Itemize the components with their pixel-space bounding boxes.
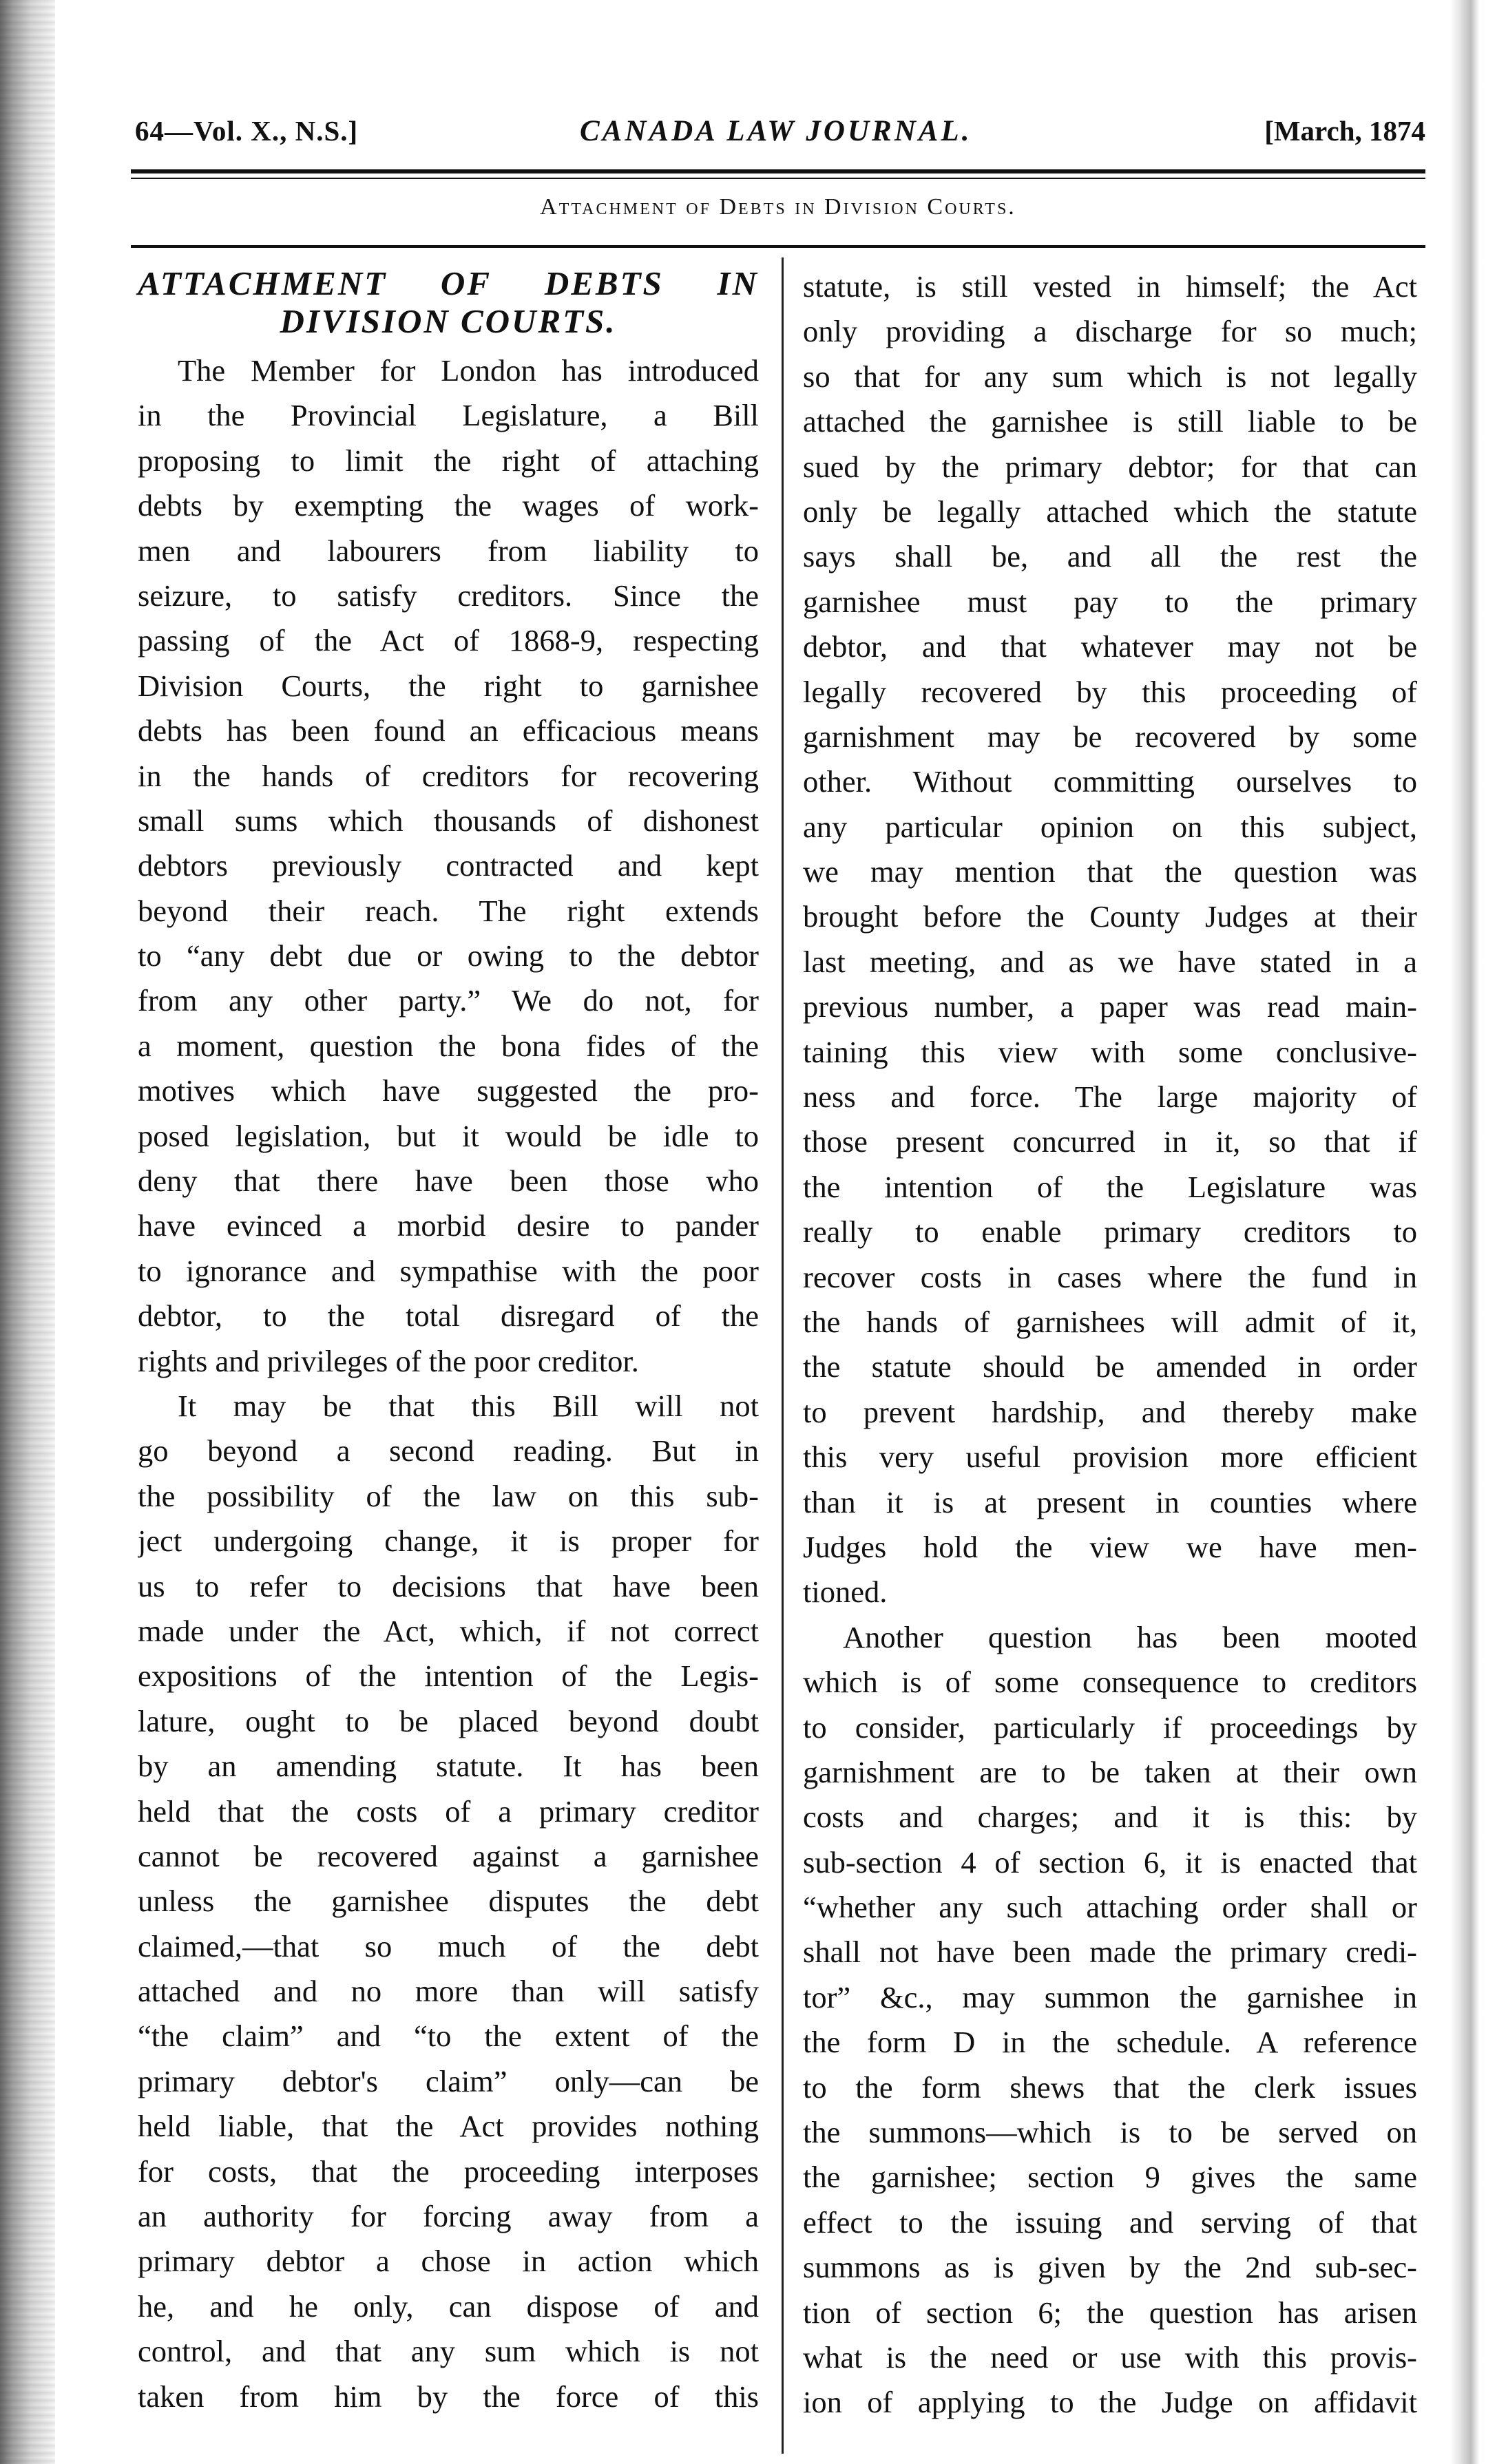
text-line: us to refer to decisions that have been — [138, 1568, 759, 1603]
left-column — [138, 264, 759, 2419]
text-line: ject undergoing change, it is proper for — [138, 1524, 759, 1559]
text-line: have evinced a morbid desire to pander — [138, 1208, 759, 1243]
text-line: made under the Act, which, if not correct — [138, 1613, 759, 1648]
text-line: those present concurred in it, so that if — [803, 1124, 1417, 1159]
right-column — [803, 264, 1417, 2425]
text-line: Another question has been mooted — [843, 1619, 1417, 1654]
text-line: tioned. — [803, 1575, 888, 1610]
text-line: the garnishee; section 9 gives the same — [803, 2160, 1417, 2195]
text-line: men and labourers from liability to — [138, 533, 759, 568]
text-line: other. Without committing ourselves to — [803, 764, 1417, 799]
text-line: which is of some consequence to creditors — [803, 1665, 1417, 1700]
text-line: go beyond a second reading. But in — [138, 1433, 759, 1468]
article-title-line-1: ATTACHMENT OF DEBTS IN — [138, 264, 759, 302]
text-line: cannot be recovered against a garnishee — [138, 1838, 759, 1873]
running-head-rule — [131, 245, 1425, 248]
text-line: says shall be, and all the rest the — [803, 539, 1417, 574]
text-line: primary debtor a chose in action which — [138, 2244, 759, 2279]
text-line: really to enable primary creditors to — [803, 1214, 1417, 1250]
scan-edge-left — [0, 0, 55, 2464]
right-column-text — [803, 264, 1417, 2425]
left-column-text — [138, 348, 759, 2419]
text-line: expositions of the intention of the Legis- — [138, 1659, 759, 1694]
text-line: garnishment may be recovered by some — [803, 719, 1417, 754]
text-line: costs and charges; and it is this: by — [803, 1800, 1417, 1835]
text-line: only be legally attached which the statute — [803, 494, 1417, 529]
text-line: he, and he only, can dispose of and — [138, 2288, 759, 2324]
text-line: any particular opinion on this subject, — [803, 809, 1417, 844]
text-line: debtors previously contracted and kept — [138, 848, 759, 883]
text-line: effect to the issuing and serving of that — [803, 2204, 1417, 2240]
text-line: attached and no more than will satisfy — [138, 1974, 759, 2009]
text-line: small sums which thousands of dishonest — [138, 803, 759, 838]
text-line: The Member for London has introduced — [178, 353, 759, 388]
text-line: an authority for forcing away from a — [138, 2199, 759, 2234]
text-line: for costs, that the proceeding interposes — [138, 2154, 759, 2189]
text-line: debts has been found an efficacious means — [138, 713, 759, 748]
text-line: in the Provincial Legislature, a Bill — [138, 398, 759, 433]
text-line: taken from him by the force of this — [138, 2379, 759, 2414]
text-line: held liable, that the Act provides nothing — [138, 2109, 759, 2144]
text-line: summons as is given by the 2nd sub-sec- — [803, 2250, 1417, 2285]
text-line: Judges hold the view we have men- — [803, 1529, 1417, 1564]
text-line: from any other party.” We do not, for — [138, 983, 759, 1018]
article-title — [138, 264, 759, 340]
running-head: Attachment of Debts in Division Courts. — [540, 194, 1016, 220]
text-line: in the hands of creditors for recovering — [138, 758, 759, 793]
text-line: seizure, to satisfy creditors. Since the — [138, 578, 759, 613]
text-line: tor” &c., may summon the garnishee in — [803, 1979, 1417, 2014]
text-line: Division Courts, the right to garnishee — [138, 668, 759, 703]
text-line: to “any debt due or owing to the debtor — [138, 938, 759, 973]
issue-date: [March, 1874 — [1264, 115, 1425, 147]
text-line: to prevent hardship, and thereby make — [803, 1394, 1417, 1429]
text-line: unless the garnishee disputes the debt — [138, 1884, 759, 1919]
article-title-line-2: DIVISION COURTS. — [280, 302, 617, 340]
text-line: primary debtor's claim” only—can be — [138, 2063, 759, 2098]
text-line: than it is at present in counties where — [803, 1484, 1417, 1519]
text-line: to ignorance and sympathise with the poor — [138, 1253, 759, 1288]
text-line: sued by the primary debtor; for that can — [803, 449, 1417, 484]
text-line: It may be that this Bill will not — [178, 1388, 759, 1423]
text-line: garnishee must pay to the primary — [803, 584, 1417, 619]
text-line: debts by exempting the wages of work- — [138, 488, 759, 523]
text-line: to the form shews that the clerk issues — [803, 2070, 1417, 2105]
text-line: held that the costs of a primary creditor — [138, 1793, 759, 1829]
text-line: a moment, question the bona fides of the — [138, 1028, 759, 1063]
text-line: only providing a discharge for so much; — [803, 314, 1417, 349]
text-line: beyond their reach. The right extends — [138, 893, 759, 928]
text-line: garnishment are to be taken at their own — [803, 1754, 1417, 1789]
text-line: what is the need or use with this provis- — [803, 2339, 1417, 2375]
text-line: the summons—which is to be served on — [803, 2115, 1417, 2150]
text-line: the form D in the schedule. A reference — [803, 2025, 1417, 2060]
text-line: so that for any sum which is not legally — [803, 359, 1417, 394]
text-line: the statute should be amended in order — [803, 1349, 1417, 1384]
journal-title: CANADA LAW JOURNAL. — [580, 115, 972, 147]
text-line: claimed,—that so much of the debt — [138, 1928, 759, 1963]
column-divider — [782, 257, 784, 2454]
text-line: “the claim” and “to the extent of the — [138, 2019, 759, 2054]
text-line: debtor, to the total disregard of the — [138, 1298, 759, 1334]
text-line: proposing to limit the right of attaching — [138, 443, 759, 478]
text-line: recover costs in cases where the fund in — [803, 1259, 1417, 1294]
text-line: attached the garnishee is still liable to be — [803, 404, 1417, 439]
text-line: taining this view with some conclusive- — [803, 1034, 1417, 1069]
text-line: the intention of the Legislature was — [803, 1169, 1417, 1204]
header-rule-thick — [131, 169, 1425, 173]
text-line: rights and privileges of the poor creditor. — [138, 1343, 639, 1378]
text-line: control, and that any sum which is not — [138, 2334, 759, 2369]
text-line: ion of applying to the Judge on affidavit — [803, 2385, 1417, 2420]
text-line: brought before the County Judges at their — [803, 899, 1417, 934]
text-line: last meeting, and as we have stated in a — [803, 944, 1417, 979]
text-line: deny that there have been those who — [138, 1163, 759, 1199]
text-line: by an amending statute. It has been — [138, 1749, 759, 1784]
text-line: statute, is still vested in himself; the Act — [803, 269, 1417, 304]
page-volume: 64—Vol. X., N.S.] — [135, 115, 359, 147]
text-line: previous number, a paper was read main- — [803, 989, 1417, 1024]
text-line: tion of section 6; the question has arisen — [803, 2295, 1417, 2330]
text-line: the hands of garnishees will admit of it, — [803, 1304, 1417, 1339]
text-line: debtor, and that whatever may not be — [803, 629, 1417, 664]
text-line: passing of the Act of 1868-9, respecting — [138, 623, 759, 658]
page-header — [135, 114, 1425, 162]
text-line: “whether any such attaching order shall or — [803, 1890, 1417, 1925]
text-line: the possibility of the law on this sub- — [138, 1478, 759, 1513]
text-line: lature, ought to be placed beyond doubt — [138, 1703, 759, 1738]
text-line: shall not have been made the primary credi- — [803, 1935, 1417, 1970]
header-rule-thin — [131, 178, 1425, 179]
text-line: motives which have suggested the pro- — [138, 1073, 759, 1108]
text-line: ness and force. The large majority of — [803, 1080, 1417, 1115]
scan-edge-right — [1450, 0, 1486, 2464]
text-line: we may mention that the question was — [803, 854, 1417, 889]
text-line: posed legislation, but it would be idle to — [138, 1118, 759, 1153]
text-line: this very useful provision more efficient — [803, 1440, 1417, 1475]
text-line: legally recovered by this proceeding of — [803, 674, 1417, 709]
text-line: sub-section 4 of section 6, it is enacted that — [803, 1844, 1417, 1879]
text-line: to consider, particularly if proceedings by — [803, 1709, 1417, 1745]
